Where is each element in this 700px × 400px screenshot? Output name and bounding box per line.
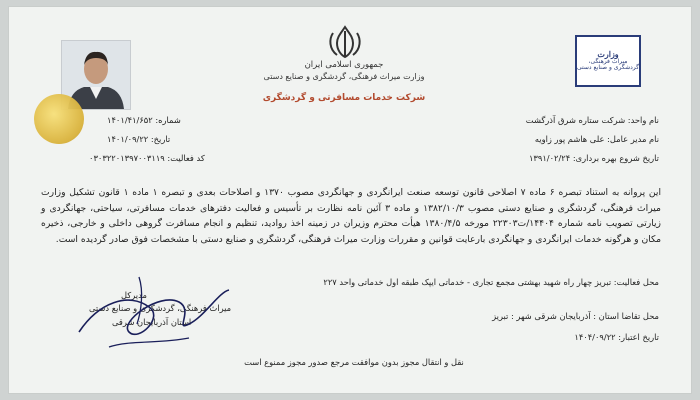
permit-body-text: این پروانه به استناد تبصره ۶ ماده ۷ اصلاحی قانون توسعه صنعت ایرانگردی و جهانگردی مصوب ۱۳۷۰ و اصلاحات بعدی و تبصره ۱ ماده ۱ قانون تشکیل وزارت میراث فرهنگی، گردشگری و صنایع دستی مصوب ۱۳۸۲/۱۰/۳ و ماده ۳ آئین نامه نظارت بر تأسیس و فعالیت دفترهای خدمات مسافرتی، سیاحتی، جهانگردی و زیارتی تصویب نامه شماره ۱۴۴۰۴/ت۲۲۳۰۳ مورخه ۱۳۸۰/۴/۵ هیأت محترم وزیران در زمینه اخذ روادید، تنظیم و انجام مسافرت گروهی داخلی و خارجی، ذخیره مکان و هرگونه خدمات ایرانگردی و جهانگردی بارعایت قوانین و مقررات وزارت میراث فرهنگی، گردشگری و صنایع دستی با مشخصات فوق صادر گردیده است. xyxy=(41,187,662,245)
signature-office: میراث فرهنگی، گردشگری و صنایع دستی xyxy=(89,303,232,313)
logo-text-top: وزارت xyxy=(597,49,619,59)
permit-document xyxy=(8,6,692,394)
iran-emblem-icon xyxy=(325,25,365,59)
date-field: تاریخ: ۱۴۰۱/۰۹/۲۲ xyxy=(107,134,171,144)
header-ministry: وزارت میراث فرهنگی، گردشگری و صنایع دستی xyxy=(263,72,425,81)
footer-note: نقل و انتقال مجوز بدون موافقت مرجع صدور مجوز ممنوع است xyxy=(244,357,464,367)
number-field: شماره: ۱۴۰۱/۴۱/۶۵۲ xyxy=(107,115,181,125)
handwritten-signature-icon xyxy=(69,262,239,362)
activity-code-field: کد فعالیت: ۰۳۰۳۲۲۰۱۳۹۷۰۰۳۱۱۹ xyxy=(89,153,205,163)
start-date-field: تاریخ شروع بهره برداری: ۱۳۹۱/۰۲/۲۴ xyxy=(528,153,659,163)
signature-title: مدیرکل xyxy=(121,290,147,300)
ministry-logo xyxy=(575,35,641,87)
signature-province: استان آذربایجان شرقی xyxy=(112,317,192,327)
header-country: جمهوری اسلامی ایران xyxy=(304,60,384,70)
gold-seal-icon xyxy=(34,94,84,144)
manager-field: نام مدیر عامل: علی هاشم پور زاویه xyxy=(534,134,659,144)
unit-name-field: نام واحد: شرکت ستاره شرق آذرگشت xyxy=(525,115,659,125)
logo-text-bottom: میراث فرهنگی، گردشگری و صنایع دستی xyxy=(577,57,639,72)
request-location: محل تقاضا استان : آذربایجان شرقی شهر : تبریز xyxy=(492,311,659,321)
validity-date: تاریخ اعتبار: ۱۴۰۴/۰۹/۲۲ xyxy=(574,332,659,342)
header-organization: شرکت خدمات مسافرتی و گردشگری xyxy=(262,93,426,103)
activity-location: محل فعالیت: تبریز چهار راه شهید بهشتی مجمع تجاری - خدماتی ایپک طبقه اول خدماتی واحد ۲۲۷ xyxy=(323,277,659,287)
